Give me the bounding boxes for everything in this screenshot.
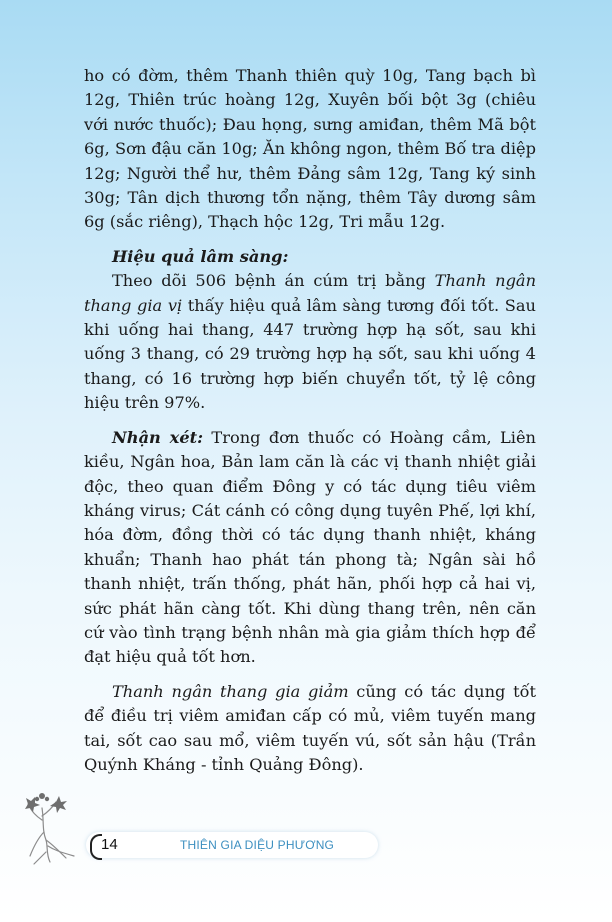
formula-variant-italic: Thanh ngân thang gia giảm [112, 681, 349, 701]
remark-label: Nhận xét: [112, 427, 204, 447]
book-title: THIÊN GIA DIỆU PHƯƠNG [180, 838, 335, 852]
additional-uses-text: cũng có tác dụng tốt để điều trị viêm amiđan cấp có mủ, viêm tuyến mang tai, sốt cao sau mổ, viêm tuyến vú, sốt sản hậu (Trần Quýnh Kháng - tỉnh Quảng Đông). [84, 681, 536, 774]
remark-text: Trong đơn thuốc có Hoàng cầm, Liên kiều, Ngân hoa, Bản lam căn là các vị thanh nhiệt giải độc, theo quan điểm Đông y có tác dụng tiêu viêm kháng virus; Cát cánh có công dụng tuyên Phế, lợi khí, hóa đờm, đồng thời có tác dụng thanh nhiệt, kháng khuẩn; Thanh hao phát tán phong tà; Ngân sài hồ thanh nhiệt, trấn thống, phát hãn, phối hợp cả hai vị, sức phát hãn càng tốt. Khi dùng thang trên, nên căn cứ vào tình trạng bệnh nhân mà gia giảm thích hợp để đạt hiệu quả tốt hơn. [84, 427, 536, 667]
paragraph-additional-uses [84, 680, 536, 778]
efficacy-text-start: Theo dõi 506 bệnh án cúm trị bằng [112, 271, 435, 291]
ginseng-root-icon [20, 786, 86, 866]
page-number: 14 [101, 836, 118, 853]
page-body [84, 64, 536, 777]
paragraph-modifications: ho có đờm, thêm Thanh thiên quỳ 10g, Tang bạch bì 12g, Thiên trúc hoàng 12g, Xuyên bối bột 3g (chiêu với nước thuốc); Đau họng, sưng amiđan, thêm Mã bột 6g, Sơn đậu căn 10g; Ăn không ngon, thêm Bố tra diệp 12g; Người thể hư, thêm Đảng sâm 12g, Tang ký sinh 30g; Tân dịch thương tổn nặng, thêm Tây dương sâm 6g (sắc riêng), Thạch hộc 12g, Tri mẫu 12g. [84, 66, 536, 232]
efficacy-text-end: thấy hiệu quả lâm sàng tương đối tốt. Sau khi uống hai thang, 447 trường hợp hạ sốt, sau khi uống 3 thang, có 29 trường hợp hạ sốt, sau khi uống 4 thang, có 16 trường hợp biến chuyển tốt, tỷ lệ công hiệu trên 97%. [84, 295, 536, 413]
formula-name-italic: Thanh ngân thang gia vị [84, 271, 537, 315]
paragraph-remark [84, 426, 536, 670]
paragraph-clinical-efficacy [84, 269, 536, 415]
heading-clinical-efficacy: Hiệu quả lâm sàng: [112, 246, 289, 266]
